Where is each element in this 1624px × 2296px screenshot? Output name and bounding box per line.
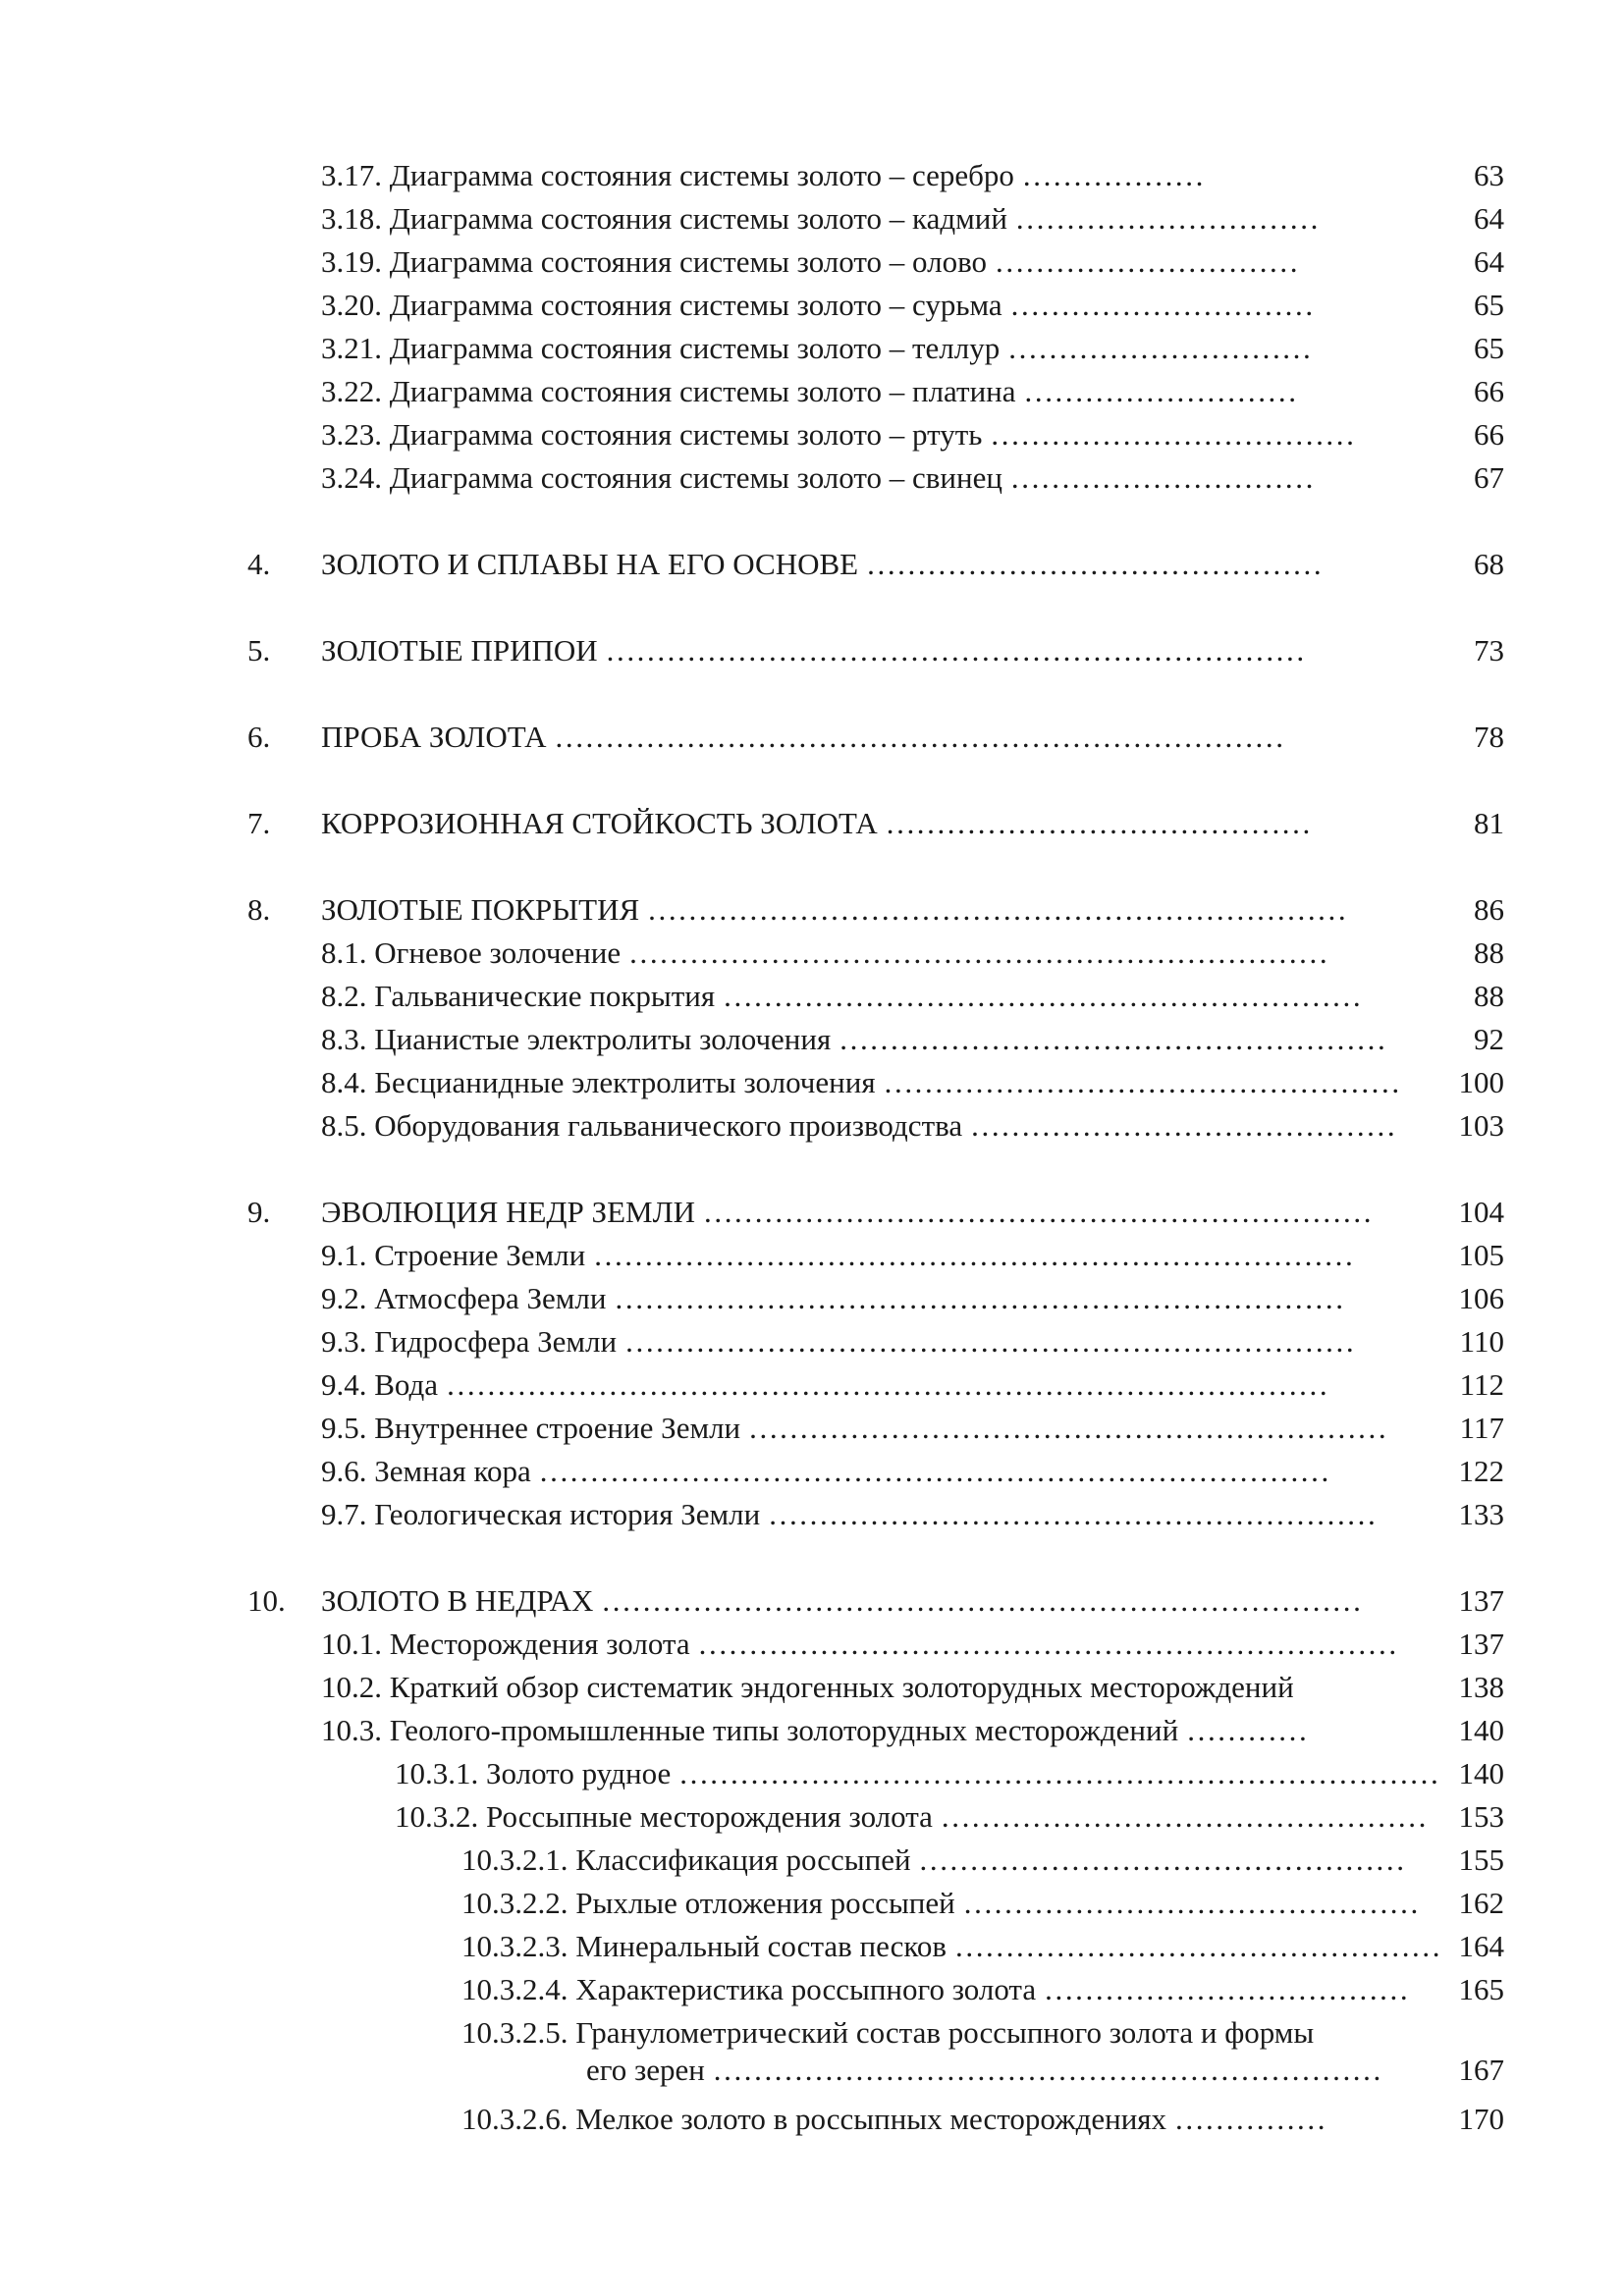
toc-entry (395, 1795, 1504, 1839)
toc-entry-label: 3.21. Диаграмма состояния системы золото – теллур ………………………… (321, 331, 1312, 365)
toc-entry-label: 3.24. Диаграмма состояния системы золото – свинец ………………………… (321, 460, 1315, 495)
toc-entry-page: 122 (1458, 1454, 1504, 1488)
toc-chapter-number: 9. (247, 1195, 271, 1229)
toc-entry-page: 66 (1474, 417, 1504, 452)
toc-entry-label: 10.3.2.3. Минеральный состав песков ………………………………………… (461, 1929, 1441, 1963)
toc-entry-label: 3.19. Диаграмма состояния системы золото – олово ………………………… (321, 244, 1299, 279)
toc-entry-page: 155 (1458, 1842, 1504, 1877)
toc-entry-page: 140 (1458, 1756, 1504, 1790)
toc-chapter-number: 10. (247, 1583, 286, 1618)
toc-entry (321, 456, 1504, 500)
toc-entry-page: 140 (1458, 1713, 1504, 1747)
toc-entry-page: 164 (1458, 1929, 1504, 1963)
toc-entry (321, 1623, 1504, 1666)
toc-entry-label: 10.3. Геолого-промышленные типы золоторудных месторождений ………… (321, 1713, 1308, 1747)
toc-entry-page: 105 (1458, 1238, 1504, 1272)
toc-entry-page: 66 (1474, 374, 1504, 408)
toc-entry-label: 10.3.2.1. Классификация россыпей ………………………………………… (461, 1842, 1406, 1877)
toc-chapter-label: ЗОЛОТЫЕ ПОКРЫТИЯ …………………………………………………………… (321, 892, 1347, 927)
toc-entry (461, 2098, 1504, 2141)
toc-entry (321, 327, 1504, 370)
toc-chapter-number: 6. (247, 720, 271, 754)
toc-entry-label: 8.5. Оборудования гальванического производства …………………………………… (321, 1108, 1396, 1143)
toc-entry (321, 1450, 1504, 1493)
toc-entry-page: 165 (1458, 1972, 1504, 2006)
toc-entry-page: 110 (1459, 1324, 1504, 1359)
toc-entry-label: 10.1. Месторождения золота …………………………………………………………… (321, 1627, 1398, 1661)
toc-entry-label: 9.1. Строение Земли ………………………………………………………………… (321, 1238, 1354, 1272)
toc-chapter-page: 104 (1458, 1195, 1504, 1229)
toc-entry (321, 932, 1504, 975)
toc-entry (321, 370, 1504, 413)
toc-entry-label: 9.6. Земная кора …………………………………………………………………… (321, 1454, 1330, 1488)
toc-entry-page: 67 (1474, 460, 1504, 495)
toc-chapter-page: 86 (1474, 892, 1504, 927)
toc-entry-label: 9.3. Гидросфера Земли ……………………………………………………………… (321, 1324, 1355, 1359)
toc-chapter-label: ЭВОЛЮЦИЯ НЕДР ЗЕМЛИ ………………………………………………………… (321, 1195, 1373, 1229)
toc-entry (321, 1709, 1504, 1752)
toc-chapter (247, 543, 1504, 586)
toc-entry-page: 106 (1458, 1281, 1504, 1315)
toc-entry (321, 975, 1504, 1018)
toc-chapter-page: 68 (1474, 547, 1504, 581)
toc-chapter-label: ЗОЛОТО В НЕДРАХ ………………………………………………………………… (321, 1583, 1363, 1618)
toc-entry-label: 10.3.2. Россыпные месторождения золота ………………………………………… (395, 1799, 1428, 1834)
toc-entry-continuation (586, 2049, 1504, 2092)
toc-entry-label: 10.3.2.4. Характеристика россыпного золота ……………………………… (461, 1972, 1409, 2006)
toc-entry-page: 117 (1459, 1411, 1504, 1445)
toc-entry-label: 9.5. Внутреннее строение Земли ……………………………………………………… (321, 1411, 1387, 1445)
toc-entry-page: 133 (1458, 1497, 1504, 1531)
toc-entry-label: 3.17. Диаграмма состояния системы золото – серебро ……………… (321, 158, 1205, 192)
toc-entry-label: 3.22. Диаграмма состояния системы золото – платина ……………………… (321, 374, 1298, 408)
toc-entry-label: 8.1. Огневое золочение …………………………………………………………… (321, 935, 1328, 970)
toc-entry-label: 10.3.2.2. Рыхлые отложения россыпей ……………………………………… (461, 1886, 1420, 1920)
toc-entry-label: 8.3. Цианистые электролиты золочения ……………………………………………… (321, 1022, 1386, 1056)
toc-chapter-number: 7. (247, 806, 271, 840)
toc-entry-page: 170 (1458, 2102, 1504, 2136)
toc-chapter-label: ЗОЛОТЫЕ ПРИПОИ …………………………………………………………… (321, 633, 1306, 667)
toc-entry-page: 63 (1474, 158, 1504, 192)
toc-entry (321, 284, 1504, 327)
toc-entry (461, 1882, 1504, 1925)
toc-entry-page: 153 (1458, 1799, 1504, 1834)
toc-entry-label-continued: его зерен ………………………………………………………… (586, 2053, 1382, 2087)
toc-chapter (247, 629, 1504, 672)
toc-entry-page: 88 (1474, 935, 1504, 970)
toc-entry (321, 1277, 1504, 1320)
toc-entry (321, 240, 1504, 284)
toc-chapter (247, 1191, 1504, 1234)
toc-chapter (247, 1579, 1504, 1623)
toc-entry-label: 3.23. Диаграмма состояния системы золото – ртуть ……………………………… (321, 417, 1356, 452)
toc-chapter-label: КОРРОЗИОННАЯ СТОЙКОСТЬ ЗОЛОТА …………………………………… (321, 806, 1312, 840)
toc-entry-label: 3.18. Диаграмма состояния системы золото – кадмий ………………………… (321, 201, 1320, 236)
toc-entry-label: 9.7. Геологическая история Земли …………………………………………………… (321, 1497, 1377, 1531)
toc-entry-page: 137 (1458, 1627, 1504, 1661)
toc-entry-page: 112 (1459, 1367, 1504, 1402)
toc-entry (321, 197, 1504, 240)
toc-chapter (247, 716, 1504, 759)
toc-chapter-page: 81 (1474, 806, 1504, 840)
toc-entry (321, 1104, 1504, 1148)
toc-entry-page: 64 (1474, 244, 1504, 279)
toc-entry-label: 10.2. Краткий обзор систематик эндогенных золоторудных месторождений (321, 1670, 1294, 1704)
toc-entry-label: 10.3.2.5. Гранулометрический состав россыпного золота и формы (461, 2015, 1315, 2050)
toc-entry (321, 1234, 1504, 1277)
toc-entry-label: 10.3.2.6. Мелкое золото в россыпных месторождениях …………… (461, 2102, 1326, 2136)
toc-chapter-label: ПРОБА ЗОЛОТА ……………………………………………………………… (321, 720, 1285, 754)
toc-entry (461, 1839, 1504, 1882)
toc-chapter-number: 5. (247, 633, 271, 667)
toc-entry (321, 1666, 1504, 1709)
toc-entry-label: 10.3.1. Золото рудное ………………………………………………………………… (395, 1756, 1439, 1790)
toc-entry (321, 1493, 1504, 1536)
toc-chapter-page: 137 (1458, 1583, 1504, 1618)
toc-entry-label: 8.4. Бесцианидные электролиты золочения …………………………………………… (321, 1065, 1401, 1099)
toc-entry-page: 92 (1474, 1022, 1504, 1056)
toc-entry-page: 103 (1458, 1108, 1504, 1143)
toc-entry-page: 88 (1474, 979, 1504, 1013)
toc-chapter-number: 8. (247, 892, 271, 927)
toc-entry (321, 1407, 1504, 1450)
toc-entry-page: 162 (1458, 1886, 1504, 1920)
toc-entry (321, 1363, 1504, 1407)
toc-chapter-page: 78 (1474, 720, 1504, 754)
toc-entry (321, 154, 1504, 197)
toc-chapter-label: ЗОЛОТО И СПЛАВЫ НА ЕГО ОСНОВЕ ……………………………………… (321, 547, 1323, 581)
toc-entry (321, 1320, 1504, 1363)
toc-entry-page: 100 (1458, 1065, 1504, 1099)
toc-entry-page: 138 (1458, 1670, 1504, 1704)
toc-entry-label: 8.2. Гальванические покрытия ……………………………………………………… (321, 979, 1362, 1013)
toc-entry-page: 65 (1474, 331, 1504, 365)
toc-entry-page: 64 (1474, 201, 1504, 236)
toc-entry-label: 9.4. Вода …………………………………………………………………………… (321, 1367, 1328, 1402)
toc-entry (321, 413, 1504, 456)
toc-entry-page: 65 (1474, 288, 1504, 322)
toc-entry-label: 9.2. Атмосфера Земли ……………………………………………………………… (321, 1281, 1345, 1315)
toc-chapter (247, 888, 1504, 932)
toc-entry (395, 1752, 1504, 1795)
toc-entry (321, 1061, 1504, 1104)
toc-chapter (247, 802, 1504, 845)
toc-chapter-number: 4. (247, 547, 271, 581)
toc-chapter-page: 73 (1474, 633, 1504, 667)
toc-entry-page: 167 (1458, 2053, 1504, 2087)
toc-entry-label: 3.20. Диаграмма состояния системы золото – сурьма ………………………… (321, 288, 1315, 322)
toc-entry (461, 1925, 1504, 1968)
toc-entry (321, 1018, 1504, 1061)
toc-entry (461, 1968, 1504, 2011)
